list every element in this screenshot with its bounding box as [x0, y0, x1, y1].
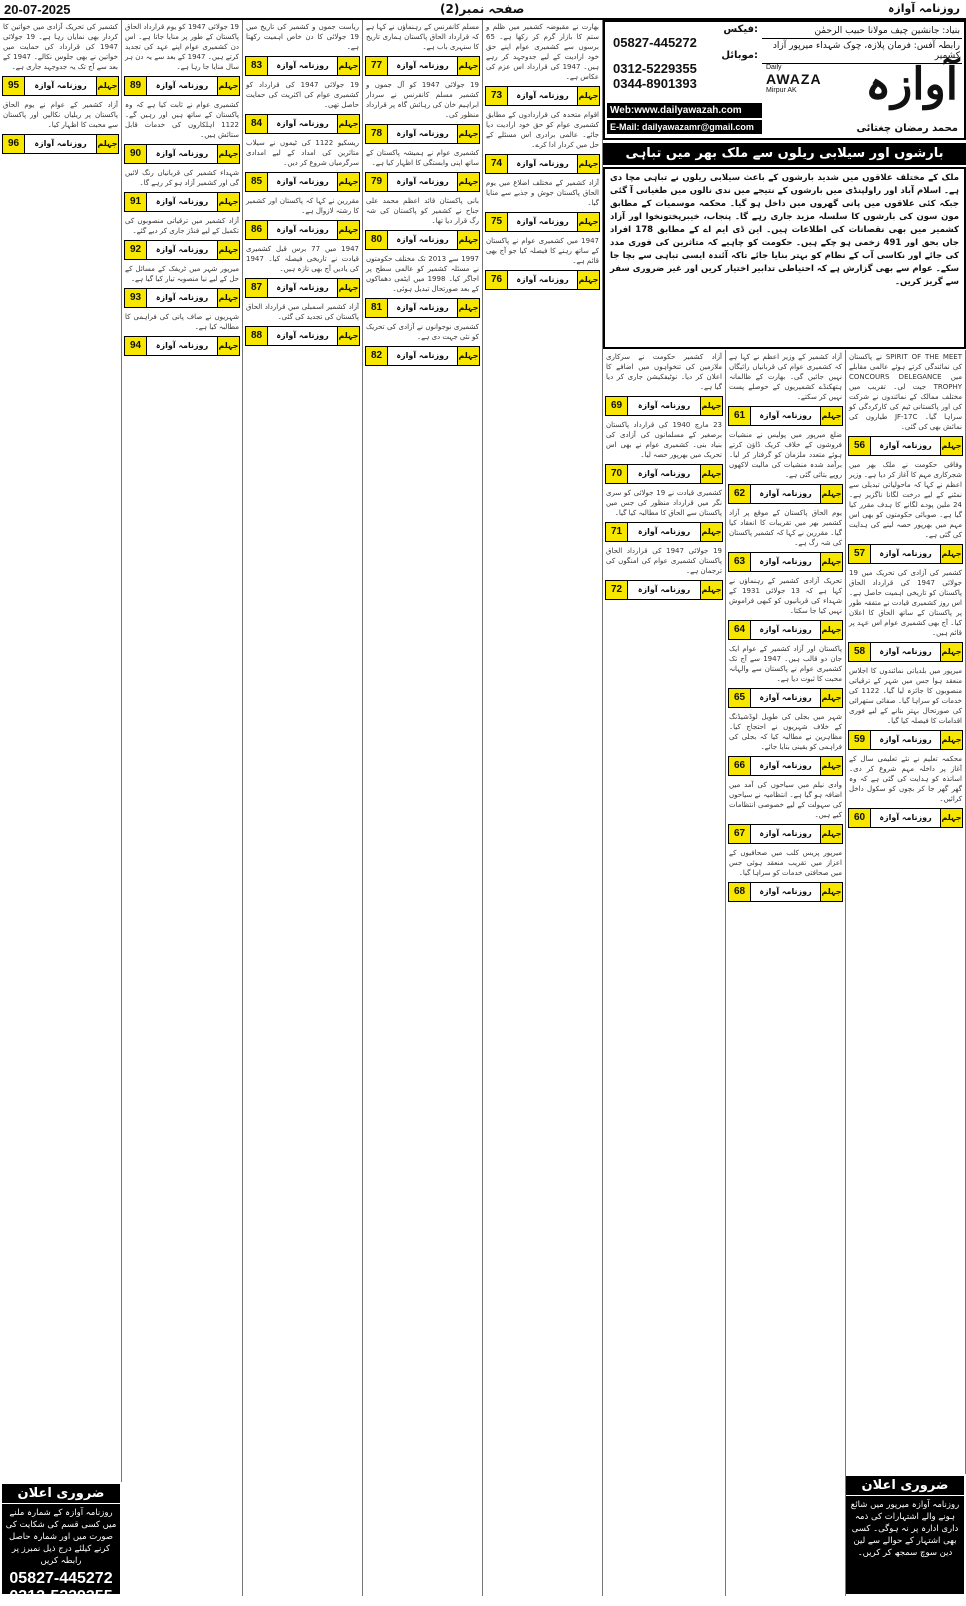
news-item-text: یوم الحاق پاکستان کے موقع پر آزاد کشمیر بھر میں تقریبات کا انعقاد کیا گیا۔ مقررین نے کہا کہ کشمیر پاکستان کی شہ رگ ہے۔: [729, 509, 842, 547]
news-item-header: [2, 134, 119, 154]
news-item-badge: جہلم: [700, 465, 722, 483]
logo-place: Mirpur AK: [766, 87, 797, 94]
news-item-text: بھارت نے مقبوضہ کشمیر میں ظلم و ستم کا بازار گرم کر رکھا ہے۔ 65 برسوں سے کشمیری عوام اپنے حق خود ارادیت کے لیے جدوجہد کر رہے ہیں۔ 1947 کی قرارداد اس عزم کی عکاس ہے۔: [486, 23, 599, 81]
news-item-source: روزنامہ آوازہ: [276, 119, 329, 128]
news-item[interactable]: [846, 664, 965, 750]
news-item[interactable]: [122, 98, 242, 164]
news-item-text: کشمیری نوجوانوں نے آزادی کی تحریک کو نئی جہت دی ہے۔: [366, 323, 479, 341]
newspaper-logo-urdu: آوازہ: [865, 59, 958, 110]
logo-daily: Daily: [766, 64, 782, 71]
news-item-text: شہر میں بجلی کی طویل لوڈشیڈنگ کے خلاف شہریوں نے احتجاج کیا۔ مظاہرین نے مطالبہ کیا کہ بجلی کی فراہمی کو یقینی بنایا جائے۔: [729, 713, 842, 751]
news-item[interactable]: [603, 418, 725, 484]
news-item-source: روزنامہ آوازہ: [155, 81, 209, 90]
news-item-badge: جہلم: [940, 731, 962, 749]
news-item-header: [485, 154, 600, 174]
news-item-header: [848, 436, 963, 456]
news-item-text: وفاقی حکومت نے ملک بھر میں شجرکاری مہم کا آغاز کر دیا ہے۔ وزیر اعظم نے کہا کہ ماحولیاتی تبدیلی سے نمٹنے کے لیے درخت لگانا ناگزیر ہے۔ 24 ملین پودے لگانے کا ہدف مقرر کیا گیا ہے۔ صوبائی حکومتوں کو بھی اس مہم میں بھرپور حصہ لینے کی ہدایت کی گئی ہے۔: [849, 461, 962, 539]
news-item-text: 19 جولائی 1947 کو آل جموں و کشمیر مسلم کانفرنس نے سردار ابراہیم خان کی رہائش گاہ پر قرارداد منظور کی۔: [366, 81, 479, 119]
news-column: [243, 20, 363, 1596]
news-item[interactable]: [726, 778, 845, 844]
news-item-source: روزنامہ آوازہ: [637, 401, 691, 410]
news-item[interactable]: [363, 78, 482, 144]
news-item-header: [365, 56, 480, 76]
news-item[interactable]: [243, 300, 362, 346]
news-item-text: 19 جولائی 1947 کی قرارداد کو کشمیری عوام کی اکثریت کی حمایت حاصل تھی۔: [246, 81, 359, 109]
news-item-header: [245, 278, 360, 298]
news-item-number: 60: [849, 809, 871, 827]
news-item-text: کشمیر کی آزادی کی تحریک میں 19 جولائی 1947 کی قرارداد الحاق پاکستان کو تاریخی اہمیت حاصل ہے۔ اس روز کشمیری قیادت نے متفقہ طور پر پاکستان کے ساتھ الحاق کا اعلان کیا۔ آج بھی کشمیری عوام اس عہد پر قائم ہیں۔: [849, 569, 962, 637]
news-item[interactable]: [243, 194, 362, 240]
news-item-text: پاکستان اور آزاد کشمیر کے عوام ایک جان دو قالب ہیں۔ 1947 سے آج تک کشمیری عوام نے پاکستان سے والہانہ محبت کا ثبوت دیا ہے۔: [729, 645, 842, 683]
news-item-badge: جہلم: [940, 545, 962, 563]
news-item-badge: جہلم: [337, 173, 359, 191]
news-item[interactable]: [726, 846, 845, 902]
notice-left-phone-2: 0312-5229355: [9, 1588, 113, 1605]
news-item-text: 1947 میں کشمیری عوام نے پاکستان کے ساتھ رہنے کا فیصلہ کیا جو آج بھی قائم ہے۔: [486, 237, 599, 265]
news-item-source: روزنامہ آوازہ: [759, 625, 812, 634]
editorial-body: ملک کے مختلف علاقوں میں شدید بارشوں کے باعث سیلابی ریلوں نے تباہی مچا دی ہے۔ اسلام آباد اور راولپنڈی میں بارشوں کے نتیجے میں ندی نالوں میں طغیانی آ گئی جبکہ کئی علاقوں میں پانی گھروں میں داخل ہو گیا۔ محکمہ موسمیات کے مطابق مون سون کی بارشوں کا سلسلہ مزید جاری رہے گا۔ پنجاب، خیبرپختونخوا اور آزاد کشمیر میں بھی نقصانات کی اطلاعات ہیں۔ این ڈی ایم اے کے مطابق 178 افراد جاں بحق اور 491 زخمی ہو چکے ہیں۔ حکومت کو چاہیے کہ متاثرین کی فوری مدد کی جائے اور نکاسی آب کے نظام کو بہتر بنایا جائے تاکہ آئندہ ایسی تباہی سے بچا جا سکے۔ عوام سے بھی گزارش ہے کہ احتیاطی تدابیر اختیار کریں اور غیر ضروری سفر سے گریز کریں۔: [603, 167, 966, 349]
news-item[interactable]: [0, 98, 121, 154]
news-item[interactable]: [846, 752, 965, 828]
news-item-badge: جہلم: [820, 883, 842, 901]
news-item-number: 90: [125, 145, 147, 163]
news-item-badge: جہلم: [337, 57, 359, 75]
news-item-badge: جہلم: [337, 115, 359, 133]
news-item-header: [365, 124, 480, 144]
news-item-number: 58: [849, 643, 871, 661]
founder-line: بنیاد: جانشین چیف مولانا حبیب الرحمٰن: [762, 24, 962, 39]
logo-awaza: AWAZA: [766, 71, 822, 87]
news-item-number: 78: [366, 125, 388, 143]
news-item[interactable]: [122, 310, 242, 356]
news-item[interactable]: [846, 458, 965, 564]
news-item-number: 64: [729, 621, 751, 639]
news-item[interactable]: [363, 146, 482, 192]
news-item-source: روزنامہ آوازہ: [155, 245, 209, 254]
news-item-text: 1947 میں 77 برس قبل کشمیری قیادت نے تاریخی فیصلہ کیا۔ 1947 کی یادیں آج بھی تازہ ہیں۔: [246, 245, 359, 273]
news-column: [846, 350, 966, 1474]
news-item-text: تحریک آزادی کشمیر کے رہنماؤں نے کہا ہے کہ 13 جولائی 1931 کے شہداء کی قربانیوں کو کبھی فراموش نہیں کیا جا سکتا۔: [729, 577, 842, 615]
news-item-number: 75: [486, 213, 508, 231]
news-item-source: روزنامہ آوازہ: [34, 139, 87, 148]
news-item-badge: جہلم: [940, 643, 962, 661]
news-item-header: [365, 172, 480, 192]
newspaper-logo-english: [766, 64, 822, 94]
notice-right-body: روزنامہ آوازہ میرپور میں شائع ہونے والے اشتہارات کی ذمہ داری ادارہ پر نہ ہوگی۔ کسی بھی اشتہار کے حوالے سے لین دین سوچ سمجھ کر کریں۔: [850, 1500, 960, 1558]
news-item-source: روزنامہ آوازہ: [759, 829, 812, 838]
news-item-header: [848, 544, 963, 564]
office-address: رابطہ آفس: فرمان پلازہ، چوک شہداء میرپور آزاد کشمیر: [762, 39, 962, 64]
news-item-badge: جہلم: [337, 279, 359, 297]
news-item-badge: جہلم: [457, 299, 479, 317]
news-item-badge: جہلم: [820, 553, 842, 571]
news-item-text: میرپور میں بلدیاتی نمائندوں کا اجلاس منعقد ہوا جس میں شہر کے ترقیاتی منصوبوں کا جائزہ لیا گیا۔ 1122 کی خدمات کو سراہا گیا۔ صفائی ستھرائی کی صورتحال بہتر بنانے کے لیے فوری اقدامات کا فیصلہ کیا گیا۔: [849, 667, 962, 725]
news-item-number: 59: [849, 731, 871, 749]
news-item[interactable]: [726, 428, 845, 504]
issue-date: 20-07-2025: [4, 2, 71, 17]
news-item-text: ضلع میرپور میں پولیس نے منشیات فروشوں کے خلاف کریک ڈاؤن کرتے ہوئے متعدد ملزمان کو گرفتار کر لیا۔ برآمد شدہ منشیات کی مالیت لاکھوں روپے بتائی گئی ہے۔: [729, 431, 842, 479]
news-item[interactable]: [363, 20, 482, 76]
news-item-source: روزنامہ آوازہ: [276, 331, 329, 340]
news-item-number: 79: [366, 173, 388, 191]
news-item-badge: جہلم: [217, 241, 239, 259]
news-item-source: روزنامہ آوازہ: [396, 303, 449, 312]
news-column: [603, 350, 726, 1596]
news-item-header: [245, 220, 360, 240]
news-item-source: روزنامہ آوازہ: [759, 411, 812, 420]
news-item-number: 84: [246, 115, 268, 133]
news-item-badge: جہلم: [217, 145, 239, 163]
news-item-source: روزنامہ آوازہ: [396, 129, 449, 138]
news-item-number: 62: [729, 485, 751, 503]
news-item-number: 69: [606, 397, 628, 415]
news-item-number: 73: [486, 87, 508, 105]
news-item-source: روزنامہ آوازہ: [516, 275, 569, 284]
news-item-header: [728, 484, 843, 504]
news-item-number: 94: [125, 337, 147, 355]
news-item-source: روزنامہ آوازہ: [637, 469, 691, 478]
news-item-text: مسلم کانفرنس کے رہنماؤں نے کہا ہے کہ قرارداد الحاق پاکستان ہماری تاریخ کا سنہری باب ہے۔: [366, 23, 479, 51]
news-column: [726, 350, 846, 1596]
news-column: [363, 20, 483, 1596]
news-item-source: روزنامہ آوازہ: [396, 351, 449, 360]
news-item-badge: جہلم: [337, 327, 359, 345]
news-item-number: 92: [125, 241, 147, 259]
news-item-header: [728, 620, 843, 640]
news-item-header: [605, 580, 723, 600]
news-item-header: [605, 396, 723, 416]
news-item-badge: جہلم: [700, 523, 722, 541]
news-item-header: [728, 688, 843, 708]
top-bar: [0, 0, 966, 20]
news-item[interactable]: [122, 20, 242, 96]
news-item-number: 81: [366, 299, 388, 317]
news-item[interactable]: [603, 486, 725, 542]
news-item-header: [485, 270, 600, 290]
news-item-number: 72: [606, 581, 628, 599]
news-item-header: [124, 288, 240, 308]
news-item-badge: جہلم: [457, 347, 479, 365]
news-item[interactable]: [363, 320, 482, 366]
news-item-badge: جہلم: [217, 193, 239, 211]
news-item-number: 87: [246, 279, 268, 297]
news-item[interactable]: [846, 566, 965, 662]
news-item[interactable]: [726, 574, 845, 640]
editor-name: محمد رمضان چغتائی: [856, 123, 958, 134]
news-item[interactable]: [846, 350, 965, 456]
news-item-badge: جہلم: [457, 231, 479, 249]
news-item-number: 91: [125, 193, 147, 211]
news-item-text: وادی نیلم میں سیاحوں کی آمد میں اضافہ ہو گیا ہے۔ انتظامیہ نے سیاحوں کی سہولت کے لیے خصوصی انتظامات کیے ہیں۔: [729, 781, 842, 819]
news-item[interactable]: [243, 20, 362, 76]
news-item-badge: جہلم: [820, 407, 842, 425]
news-item-text: شہداء کشمیر کی قربانیاں رنگ لائیں گی اور کشمیر آزاد ہو کر رہے گا۔: [125, 169, 239, 187]
news-item-header: [245, 326, 360, 346]
news-item-number: 88: [246, 327, 268, 345]
news-item-source: روزنامہ آوازہ: [396, 61, 449, 70]
news-item-header: [124, 192, 240, 212]
news-item-badge: جہلم: [940, 437, 962, 455]
news-item-number: 89: [125, 77, 147, 95]
news-item-text: 19 جولائی 1947 کی قرارداد الحاق پاکستان کشمیری عوام کی امنگوں کی ترجمان ہے۔: [606, 547, 723, 575]
news-item-number: 80: [366, 231, 388, 249]
news-item-text: بانی پاکستان قائد اعظم محمد علی جناح نے کشمیر کو پاکستان کی شہ رگ قرار دیا تھا۔: [366, 197, 479, 225]
news-item[interactable]: [363, 252, 482, 318]
news-item-source: روزنامہ آوازہ: [637, 527, 691, 536]
contact-box: [607, 24, 762, 136]
news-item-text: کشمیری عوام نے ہمیشہ پاکستان کے ساتھ اپنی وابستگی کا اظہار کیا ہے۔: [366, 149, 479, 167]
news-item-badge: جہلم: [700, 581, 722, 599]
news-item-badge: جہلم: [820, 825, 842, 843]
news-item-badge: جہلم: [820, 689, 842, 707]
news-item-number: 83: [246, 57, 268, 75]
news-item-source: روزنامہ آوازہ: [155, 293, 209, 302]
news-item-text: 1997 سے 2013 تک مختلف حکومتوں نے مسئلہ کشمیر کو عالمی سطح پر اجاگر کیا۔ 1998 میں ایٹمی دھماکوں کے بعد صورتحال تبدیل ہوئی۔: [366, 255, 480, 293]
news-item-number: 76: [486, 271, 508, 289]
news-item-badge: جہلم: [700, 397, 722, 415]
news-item-number: 67: [729, 825, 751, 843]
news-item[interactable]: [122, 262, 242, 308]
news-item-source: روزنامہ آوازہ: [759, 557, 812, 566]
news-item-source: روزنامہ آوازہ: [879, 549, 932, 558]
news-item-badge: جہلم: [457, 173, 479, 191]
news-item-number: 85: [246, 173, 268, 191]
news-item-header: [848, 808, 963, 828]
news-item-source: روزنامہ آوازہ: [276, 225, 329, 234]
news-item-source: روزنامہ آوازہ: [276, 177, 329, 186]
mobile-label: موبائل:: [721, 50, 758, 61]
news-item-text: آزاد کشمیر کے وزیر اعظم نے کہا ہے کہ کشمیری عوام کی قربانیاں رائیگاں نہیں جائیں گی۔ بھارت کے ظالمانہ ہتھکنڈے کشمیریوں کے حوصلے پست نہیں کر سکتے۔: [729, 353, 842, 401]
news-item-number: 68: [729, 883, 751, 901]
news-item-header: [485, 212, 600, 232]
news-item[interactable]: [726, 350, 845, 426]
notice-left-title: ضروری اعلان: [2, 1484, 120, 1504]
phone-1: 05827-445272: [613, 35, 697, 50]
news-item-text: کشمیر کی تحریک آزادی میں خواتین کا کردار بھی نمایاں رہا ہے۔ 19 جولائی 1947 کی قرارداد کی حمایت میں خواتین نے بھی جلوس نکالے۔ 1947 کے بعد سے آج تک یہ جدوجہد جاری ہے۔: [3, 23, 118, 71]
news-item-header: [365, 298, 480, 318]
news-item-badge: جہلم: [820, 621, 842, 639]
news-item-text: SPIRIT OF THE MEET نے پاکستان کی نمائندگی کرتے ہوئے عالمی مقابلے میں CONCOURS DELEGANCE TROPHY جیت لی۔ تقریب میں مختلف ممالک کے نمائندوں نے شرکت کی اور پاکستانی ٹیم کی کارکردگی کو سراہا گیا۔ JF-17C طیاروں کی نمائش بھی کی گئی۔: [849, 353, 962, 431]
news-item-header: [605, 464, 723, 484]
news-item-badge: جہلم: [457, 125, 479, 143]
news-item-badge: جہلم: [217, 289, 239, 307]
notice-left: [2, 1484, 120, 1605]
news-item-text: ریاست جموں و کشمیر کی تاریخ میں 19 جولائی کا دن خاص اہمیت رکھتا ہے۔: [246, 23, 359, 51]
news-item[interactable]: [726, 506, 845, 572]
news-item[interactable]: [363, 194, 482, 250]
news-item-badge: جہلم: [337, 221, 359, 239]
news-item[interactable]: [483, 108, 602, 174]
news-item-header: [2, 76, 119, 96]
news-item-source: روزنامہ آوازہ: [396, 177, 449, 186]
news-item-source: روزنامہ آوازہ: [879, 647, 932, 656]
news-item-header: [245, 172, 360, 192]
news-item-number: 56: [849, 437, 871, 455]
news-item-header: [124, 336, 240, 356]
news-item[interactable]: [243, 136, 362, 192]
news-item-header: [728, 406, 843, 426]
news-item-source: روزنامہ آوازہ: [759, 761, 812, 770]
news-item-number: 82: [366, 347, 388, 365]
news-item-header: [124, 144, 240, 164]
notice-left-body: روزنامہ آوازہ کے شمارہ ملنے میں کسی قسم کی شکایت کی صورت میں اور شمارہ حاصل کرنے کیلئے درج ذیل نمبرز پر رابطہ کریں: [5, 1508, 117, 1566]
news-item-source: روزنامہ آوازہ: [276, 283, 329, 292]
news-item-number: 66: [729, 757, 751, 775]
news-item-badge: جہلم: [577, 155, 599, 173]
news-item[interactable]: [483, 176, 602, 232]
news-item-text: کشمیری عوام نے ثابت کیا ہے کہ وہ پاکستان کے ساتھ ہیں اور رہیں گے۔ 1122 اہلکاروں کی خدمات قابل ستائش ہیں۔: [125, 101, 239, 139]
news-item-number: 61: [729, 407, 751, 425]
news-item-header: [124, 240, 240, 260]
news-item-source: روزنامہ آوازہ: [396, 235, 449, 244]
news-item-text: مقررین نے کہا کہ پاکستان اور کشمیر کا رشتہ لازوال ہے۔: [246, 197, 359, 215]
news-item[interactable]: [243, 78, 362, 134]
news-item-badge: جہلم: [96, 135, 118, 153]
news-item-header: [728, 824, 843, 844]
news-item-badge: جہلم: [457, 57, 479, 75]
news-item-header: [365, 230, 480, 250]
logo-box: [762, 24, 962, 136]
news-item-text: آزاد کشمیر حکومت نے سرکاری ملازمین کی تنخواہوں میں اضافے کا اعلان کر دیا۔ نوٹیفکیشن جاری کر دیا گیا ہے۔: [606, 353, 722, 391]
news-item-source: روزنامہ آوازہ: [155, 149, 209, 158]
news-item-header: [485, 86, 600, 106]
email-link[interactable]: E-Mail: dailyawazamr@gmail.com: [607, 120, 762, 134]
news-item-badge: جہلم: [577, 87, 599, 105]
news-item-source: روزنامہ آوازہ: [516, 217, 569, 226]
news-column: [122, 20, 243, 1596]
fax-label: فیکس:: [723, 24, 758, 35]
news-column: [483, 20, 603, 1596]
news-item-number: 93: [125, 289, 147, 307]
news-item-header: [245, 114, 360, 134]
news-item-badge: جہلم: [96, 77, 118, 95]
news-item[interactable]: [122, 166, 242, 212]
news-item-number: 65: [729, 689, 751, 707]
news-item-text: میرپور شہر میں ٹریفک کے مسائل کے حل کے لیے نیا منصوبہ تیار کیا گیا ہے۔: [125, 265, 239, 283]
news-item[interactable]: [243, 242, 362, 298]
news-item-text: آزاد کشمیر اسمبلی میں قرارداد الحاق پاکستان کی تجدید کی گئی۔: [246, 303, 359, 321]
news-item-badge: جہلم: [940, 809, 962, 827]
news-item-text: کشمیری قیادت نے 19 جولائی کو سری نگر میں قرارداد منظور کی جس میں پاکستان سے الحاق کا مطالبہ کیا گیا۔: [606, 489, 722, 517]
news-item-number: 96: [3, 135, 25, 153]
news-item-source: روزنامہ آوازہ: [516, 91, 569, 100]
news-item-number: 70: [606, 465, 628, 483]
news-item-number: 74: [486, 155, 508, 173]
news-item-text: آزاد کشمیر میں ترقیاتی منصوبوں کی تکمیل کے لیے فنڈز جاری کر دیے گئے۔: [125, 217, 239, 235]
news-item-number: 86: [246, 221, 268, 239]
masthead: [603, 20, 966, 140]
news-item[interactable]: [483, 20, 602, 106]
news-item-number: 77: [366, 57, 388, 75]
news-item[interactable]: [726, 642, 845, 708]
news-item-header: [728, 552, 843, 572]
news-item-source: روزنامہ آوازہ: [879, 735, 932, 744]
news-item-text: ریسکیو 1122 کی ٹیموں نے سیلاب متاثرین کی امداد کے لیے امدادی سرگرمیاں شروع کر دیں۔: [246, 139, 359, 167]
news-item-text: 19 جولائی 1947 کو یوم قرارداد الحاق پاکستان کے طور پر منایا جاتا ہے۔ اس دن کشمیری عوام اپنے عہد کی تجدید کرتے ہیں۔ 1947 کے بعد سے یہ دن ہر سال منایا جا رہا ہے۔: [125, 23, 240, 71]
notice-right: [846, 1476, 964, 1594]
phone-3: 0344-8901393: [613, 76, 697, 91]
editorial-headline: بارشوں اور سیلابی ریلوں سے ملک بھر میں تباہی: [603, 143, 966, 165]
news-item-badge: جہلم: [217, 77, 239, 95]
news-item-text: 23 مارچ 1940 کی قرارداد پاکستان برصغیر کے مسلمانوں کی آزادی کی بنیاد بنی۔ کشمیری عوام نے بھی اس تحریک میں بھرپور حصہ لیا۔: [606, 421, 722, 459]
news-item-header: [728, 882, 843, 902]
news-item-header: [848, 642, 963, 662]
notice-left-phone-1: 05827-445272: [9, 1570, 113, 1587]
news-item-source: روزنامہ آوازہ: [759, 489, 812, 498]
news-item-text: آزاد کشمیر کے عوام نے یوم الحاق پاکستان پر ریلیاں نکالیں اور پاکستان سے محبت کا اظہار کیا۔: [3, 101, 118, 129]
news-item-text: میرپور پریس کلب میں صحافیوں کے اعزاز میں تقریب منعقد ہوئی جس میں صحافتی خدمات کو سراہا گیا۔: [729, 849, 842, 877]
news-item-badge: جہلم: [820, 485, 842, 503]
news-item-header: [245, 56, 360, 76]
news-item[interactable]: [0, 20, 121, 96]
news-item-source: روزنامہ آوازہ: [759, 693, 812, 702]
news-item-header: [124, 76, 240, 96]
news-item-source: روزنامہ آوازہ: [155, 197, 209, 206]
news-item-badge: جہلم: [820, 757, 842, 775]
news-item-number: 71: [606, 523, 628, 541]
news-item-source: روزنامہ آوازہ: [637, 585, 691, 594]
news-item[interactable]: [726, 710, 845, 776]
news-item-text: شہریوں نے صاف پانی کی فراہمی کا مطالبہ کیا ہے۔: [125, 313, 239, 331]
news-item-source: روزنامہ آوازہ: [276, 61, 329, 70]
brand-name: روزنامہ آوازہ: [887, 2, 960, 15]
news-item-source: روزنامہ آوازہ: [879, 813, 932, 822]
website-link[interactable]: Web:www.dailyawazah.com: [607, 103, 762, 118]
news-column: [0, 20, 122, 1482]
news-item-badge: جہلم: [217, 337, 239, 355]
news-item-text: اقوام متحدہ کی قراردادوں کے مطابق کشمیری عوام کو حق خود ارادیت دیا جائے۔ عالمی برادری اس مسئلے کے حل میں کردار ادا کرے۔: [486, 111, 599, 149]
news-item-header: [365, 346, 480, 366]
news-item-badge: جہلم: [577, 271, 599, 289]
news-item-source: روزنامہ آوازہ: [879, 441, 932, 450]
page-number: صفحہ نمبر(2): [440, 2, 525, 16]
news-item-number: 95: [3, 77, 25, 95]
news-item-badge: جہلم: [577, 213, 599, 231]
news-item-text: آزاد کشمیر کے مختلف اضلاع میں یوم الحاق پاکستان جوش و جذبے سے منایا گیا۔: [486, 179, 599, 207]
news-item[interactable]: [483, 234, 602, 290]
news-item-text: محکمہ تعلیم نے نئے تعلیمی سال کے آغاز پر داخلہ مہم شروع کر دی۔ اساتذہ کو ہدایت کی گئی ہے کہ وہ گھر گھر جا کر بچوں کو سکول داخل کرائیں۔: [849, 755, 962, 803]
notice-right-title: ضروری اعلان: [846, 1476, 964, 1496]
news-item-source: روزنامہ آوازہ: [34, 81, 87, 90]
news-item[interactable]: [603, 350, 725, 416]
news-item[interactable]: [603, 544, 725, 600]
news-item-source: روزنامہ آوازہ: [516, 159, 569, 168]
news-item-number: 57: [849, 545, 871, 563]
news-item-header: [605, 522, 723, 542]
news-item-header: [728, 756, 843, 776]
news-item[interactable]: [122, 214, 242, 260]
news-item-header: [848, 730, 963, 750]
phone-2: 0312-5229355: [613, 61, 697, 76]
news-item-source: روزنامہ آوازہ: [759, 887, 812, 896]
news-item-number: 63: [729, 553, 751, 571]
news-item-source: روزنامہ آوازہ: [155, 341, 209, 350]
